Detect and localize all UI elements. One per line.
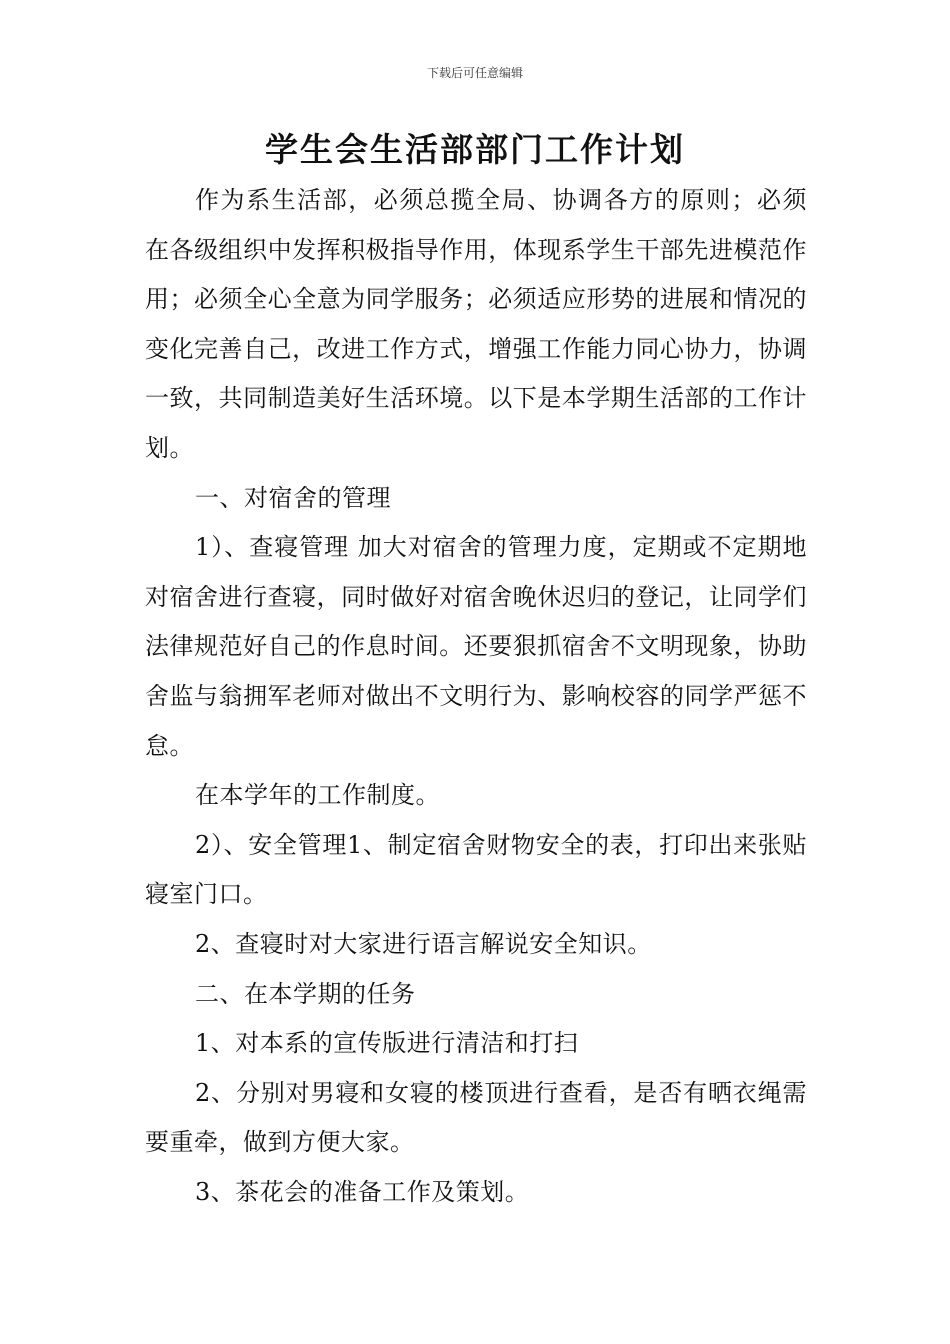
task-item-1: 1、对本系的宣传版进行清洁和打扫 (195, 1029, 579, 1058)
task-item-2: 2、分别对男寝和女寝的楼顶进行查看，是否有晒衣绳需要重牵，做到方便大家。 (145, 1078, 807, 1157)
safety-knowledge-paragraph: 2、查寝时对大家进行语言解说安全知识。 (195, 929, 652, 958)
work-system-paragraph: 在本学年的工作制度。 (195, 781, 440, 810)
intro-paragraph: 作为系生活部，必须总揽全局、协调各方的原则；必须在各级组织中发挥积极指导作用，体现系学生干部先进模范作用；必须全心全意为同学服务；必须适应形势的进展和情况的变化完善自己，改进工作方式，增强工作能力同心协力，协调一致，共同制造美好生活环境。以下是本学期生活部的工作计划。 (145, 186, 807, 462)
section-heading-semester-tasks: 二、在本学期的任务 (195, 979, 416, 1008)
document-body (145, 176, 807, 1217)
dorm-inspection-paragraph: 1）、查寝管理 加大对宿舍的管理力度，定期或不定期地对宿舍进行查寝，同时做好对宿舍晚休迟归的登记，让同学们法律规范好自己的作息时间。还要狠抓宿舍不文明现象，协助舍监与翁拥军老师对做出不文明行为、影响校容的同学严惩不怠。 (145, 533, 807, 760)
task-item-3: 3、茶花会的准备工作及策划。 (195, 1177, 530, 1206)
safety-management-paragraph: 2）、安全管理1、制定宿舍财物安全的表，打印出来张贴寝室门口。 (145, 830, 807, 909)
document-title: 学生会生活部部门工作计划 (265, 130, 685, 169)
header-note: 下载后可任意编辑 (426, 66, 523, 80)
section-heading-dorm-management: 一、对宿舍的管理 (195, 483, 391, 512)
